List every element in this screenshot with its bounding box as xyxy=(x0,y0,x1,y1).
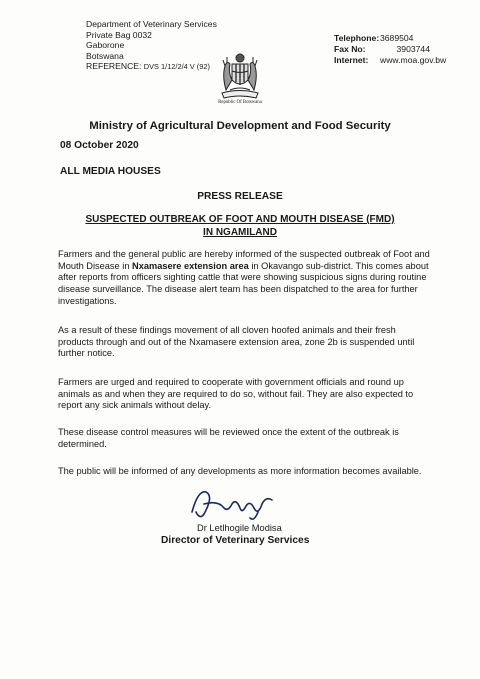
body-paragraph: The public will be informed of any developments as more information becomes available. xyxy=(58,466,422,476)
fax-value: 3903744 xyxy=(396,44,430,54)
subject-line: IN NGAMILAND xyxy=(203,226,277,238)
subject-line: SUSPECTED OUTBREAK OF FOOT AND MOUTH DISEASE (FMD) xyxy=(85,214,395,225)
telephone-label: Telephone: xyxy=(334,33,380,43)
paragraph-text: in Okavango sub-district. This comes about after reports from officers sighting cattle that were showing suspicious signs during routine disease surveillance. The disease alert team has been dispatched to the area for further investigations. xyxy=(58,260,429,306)
body-paragraph xyxy=(58,249,432,308)
body-paragraph: These disease control measures will be reviewed once the extent of the outbreak is determined. xyxy=(58,427,399,449)
internet-label: Internet: xyxy=(334,55,369,65)
subject-heading xyxy=(0,214,480,239)
contact-block xyxy=(334,33,446,66)
signatory-title: Director of Veterinary Services xyxy=(161,535,310,546)
reference-label: REFERENCE: xyxy=(86,61,142,72)
address-line: Botswana xyxy=(86,50,124,61)
fax-row xyxy=(334,44,446,55)
release-date: 08 October 2020 xyxy=(60,140,139,151)
sender-address xyxy=(86,19,217,73)
reference-line xyxy=(86,61,217,73)
paragraph-text: Farmers and the general public are hereby informed of the suspected outbreak of Foot and Mouth Disease in xyxy=(58,249,430,271)
signatory-name: Dr Letlhogile Modisa xyxy=(197,523,282,533)
location-highlight: Nxamasere extension area xyxy=(132,260,249,271)
address-line: Gaborone xyxy=(86,40,125,51)
internet-value: www.moa.gov.bw xyxy=(380,55,447,65)
ministry-heading: Ministry of Agricultural Development and Food Security xyxy=(89,120,391,132)
body-paragraph: Farmers are urged and required to cooperate with government officials and round up animals as and when they are required to do so, without fail. They are also expected to report any sick animals without delay. xyxy=(58,377,414,411)
telephone-value: 3689504 xyxy=(380,33,414,43)
coat-of-arms-caption: Republic Of Botswana xyxy=(218,100,262,105)
coat-of-arms-icon xyxy=(216,46,264,108)
address-line: Private Bag 0032 xyxy=(86,29,152,40)
telephone-row xyxy=(334,33,446,44)
internet-row xyxy=(334,55,446,66)
fax-label: Fax No: xyxy=(334,44,366,54)
recipient-line: ALL MEDIA HOUSES xyxy=(60,166,161,177)
body-paragraph: As a result of these findings movement of all cloven hoofed animals and their fresh products through and out of the Nxamasere extension area, zone 2b is suspended until further notice. xyxy=(58,325,415,359)
handwritten-signature xyxy=(184,482,280,526)
reference-value: DVS 1/12/2/4 V (92) xyxy=(143,62,210,72)
address-line: Department of Veterinary Services xyxy=(86,19,217,29)
press-release-heading: PRESS RELEASE xyxy=(197,191,283,202)
